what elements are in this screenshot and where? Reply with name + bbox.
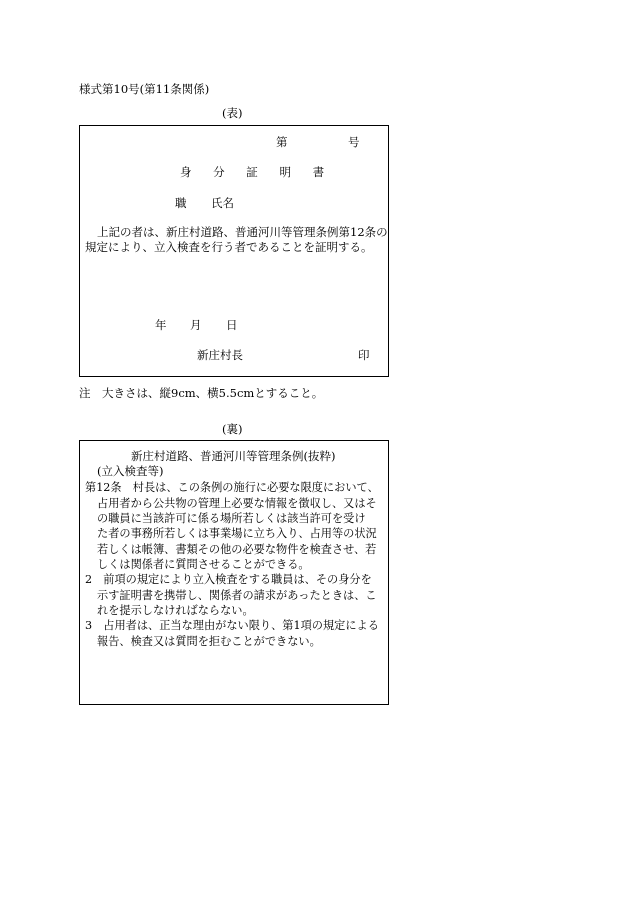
name-label: 氏名 (211, 196, 234, 210)
size-note: 注 大きさは、縦9cm、横5.5cmとすること。 (79, 386, 324, 400)
article-line: 2 前項の規定により立入検査をする職員は、その身分を (85, 573, 372, 586)
certification-line-2: 規定により、立入検査を行う者であることを証明する。 (85, 240, 373, 254)
seal-mark: 印 (358, 348, 370, 362)
front-side-label: (表) (222, 106, 243, 120)
article-line: 第12条 村長は、この条例の施行に必要な限度において、 (85, 481, 379, 494)
ordinance-heading: 新庄村道路、普通河川等管理条例(抜粋) (131, 449, 336, 463)
article-caption: (立入検査等) (97, 464, 164, 478)
number-prefix: 第 (276, 135, 288, 149)
article-line: た者の事務所若しくは事業場に立ち入り、占用等の状況 (97, 527, 377, 540)
article-line: 報告、検査又は質問を拒むことができない。 (97, 635, 321, 648)
article-line: 3 占用者は、正当な理由がない限り、第1項の規定による (85, 619, 379, 632)
article-line: の職員に当該許可に係る場所若しくは該当許可を受け (97, 512, 366, 525)
date-month: 月 (190, 318, 202, 332)
article-line: れを提示しなければならない。 (97, 604, 254, 617)
article-line: 若しくは帳簿、書類その他の必要な物件を検査させ、若 (97, 543, 377, 556)
form-title: 様式第10号(第11条関係) (79, 82, 210, 96)
issuer-name: 新庄村長 (197, 348, 243, 362)
position-label: 職 (175, 196, 187, 210)
article-line: 示す証明書を携帯し、関係者の請求があったときは、こ (97, 589, 377, 602)
article-line: 占用者から公共物の管理上必要な情報を徴収し、又はそ (97, 497, 377, 510)
number-suffix: 号 (348, 135, 360, 149)
article-line: しくは関係者に質問させることができる。 (97, 558, 310, 571)
back-side-label: (裏) (222, 422, 243, 436)
date-year: 年 (155, 318, 167, 332)
document-title: 身 分 証 明 書 (180, 165, 334, 179)
date-day: 日 (226, 318, 238, 332)
certification-line-1: 上記の者は、新庄村道路、普通河川等管理条例第12条の (97, 225, 388, 239)
